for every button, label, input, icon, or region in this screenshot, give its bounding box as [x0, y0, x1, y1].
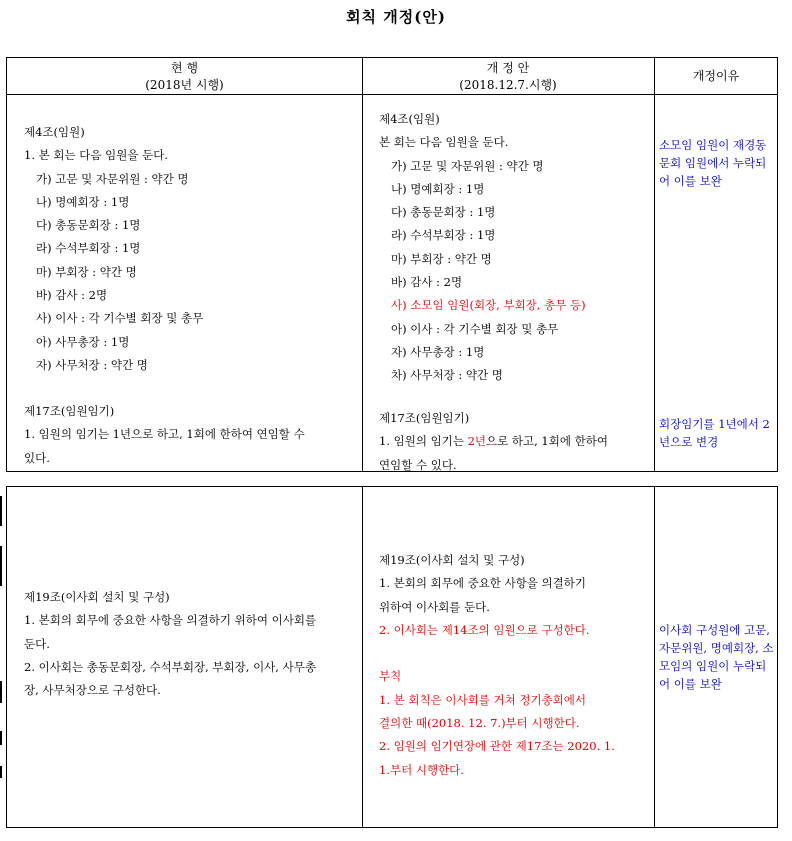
document-title: 회칙 개정(안)	[346, 8, 446, 26]
reason-article4: 소모임 임원이 재경동문회 임원에서 누락되어 이를 보완	[659, 138, 767, 188]
proposed-article19: 제19조(이사회 설치 및 구성) 1. 본회의 회무에 중요한 사항을 의결하기 위하여 이사회를 둔다. 2. 이사회는 제14조의 임원으로 구성한다. 부칙 1. 본 회칙은 이사회를 거쳐 정기총회에서 결의한 때(2018. 12. 7.)부터 시행한다. 2. 임원의 임기연장에 관한 제17조는 2020. 1. 1.부터 시행한다.	[379, 553, 615, 777]
current-article4: 제4조(임원) 1. 본 회는 다음 임원을 둔다. 가) 고문 및 자문위원 : 약간 명 나) 명예회장 : 1명 다) 총동문회장 : 1명 라) 수석부회장 : 1명 마) 부회장 : 약간 명 바) 감사 : 2명 사) 이사 : 각 기수별 회장 및 총무 아) 사무총장 : 1명 자) 사무처장 : 약간 명	[24, 125, 204, 372]
current-article19: 제19조(이사회 설치 및 구성) 1. 본회의 회무에 중요한 사항을 의결하기 위하여 이사회를 둔다. 2. 이사회는 총동문회장, 수석부회장, 부회장, 이사, 사무총 장, 사무처장으로 구성한다.	[24, 590, 317, 698]
added-item-small-group: 사) 소모임 임원(회장, 부회장, 총무 등)	[391, 298, 586, 313]
amendment-table-part1	[6, 57, 778, 472]
proposed-article17: 제17조(임원임기) 1. 임원의 임기는 2년으로 하고, 1회에 한하여 연임할 수 있다.	[379, 411, 608, 472]
left-margin-marks	[0, 486, 4, 806]
changed-term: 2년	[467, 434, 487, 449]
header-reason: 개정이유	[692, 69, 740, 83]
proposed-article4: 제4조(임원) 본 회는 다음 임원을 둔다. 가) 고문 및 자문위원 : 약간 명 나) 명예회장 : 1명 다) 총동문회장 : 1명 라) 수석부회장 : 1명 마) 부회장 : 약간 명 바) 감사 : 2명 사) 소모임 임원(회장, 부회장, 총무 등) 아) 이사 : 각 기수별 회장 및 총무 자) 사무총장 : 1명 차) 사무처장 : 약간 명	[379, 112, 586, 383]
reason-article17: 회장임기를 1년에서 2년으로 변경	[659, 417, 770, 449]
header-proposed: 개 정 안 (2018.12.7.시행)	[459, 61, 557, 92]
changed-board-composition: 2. 이사회는 제14조의 임원으로 구성한다.	[379, 622, 590, 637]
reason-article19: 이사회 구성원에 고문, 자문위원, 명예회장, 소모임의 임원이 누락되어 이를 보완	[659, 623, 774, 691]
header-current: 현 행 (2018년 시행)	[145, 61, 224, 92]
current-article17: 제17조(임원임기) 1. 임원의 임기는 1년으로 하고, 1회에 한하여 연임할 수 있다.	[24, 404, 305, 465]
amendment-table-part2	[6, 486, 778, 828]
